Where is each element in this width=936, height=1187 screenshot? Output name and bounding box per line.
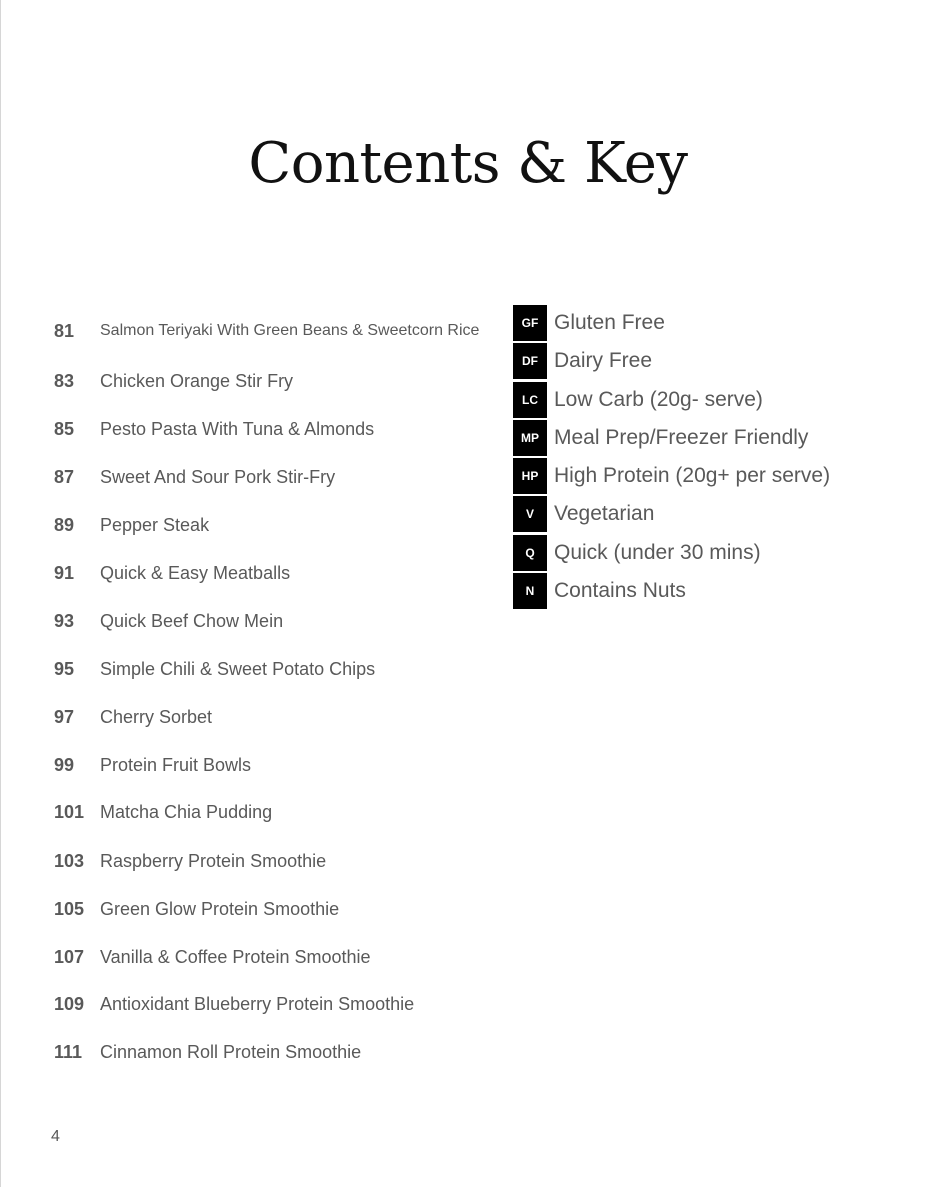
entry-recipe-name: Pepper Steak (100, 515, 210, 535)
key-item-meal-prep (513, 420, 830, 456)
contents-entry (54, 514, 484, 536)
contents-entry (54, 312, 484, 350)
entry-recipe-name: Antioxidant Blueberry Protein Smoothie (100, 994, 415, 1014)
entry-page-number: 103 (54, 850, 85, 871)
key-badge: GF (513, 305, 547, 341)
entry-page-number: 105 (54, 898, 85, 919)
key-item-quick (513, 535, 830, 571)
entry-recipe-name: Vanilla & Coffee Protein Smoothie (100, 947, 371, 967)
key-badge: N (513, 573, 547, 609)
entry-recipe-name: Sweet And Sour Pork Stir-Fry (100, 467, 336, 487)
key-legend (513, 305, 830, 611)
contents-entry (54, 370, 484, 392)
key-badge: LC (513, 382, 547, 418)
entry-page-number: 81 (54, 320, 75, 341)
key-label: Low Carb (20g- serve) (554, 387, 763, 411)
key-label: High Protein (20g+ per serve) (554, 464, 831, 488)
entry-recipe-name: Simple Chili & Sweet Potato Chips (100, 659, 376, 679)
entry-recipe-name: Pesto Pasta With Tuna & Almonds (100, 419, 375, 439)
entry-page-number: 109 (54, 993, 85, 1014)
key-badge: DF (513, 343, 547, 379)
entry-recipe-name: Salmon Teriyaki With Green Beans & Sweetcorn Rice (100, 322, 480, 339)
entry-page-number: 83 (54, 370, 75, 391)
contents-entry (54, 706, 484, 728)
contents-entry (54, 993, 484, 1015)
entry-recipe-name: Quick Beef Chow Mein (100, 611, 284, 631)
contents-entry (54, 658, 484, 680)
key-item-low-carb (513, 382, 830, 418)
entry-page-number: 99 (54, 754, 75, 775)
contents-entry (54, 418, 484, 440)
entry-page-number: 95 (54, 658, 75, 679)
contents-entry (54, 1041, 484, 1063)
entry-recipe-name: Raspberry Protein Smoothie (100, 851, 327, 871)
entry-recipe-name: Cherry Sorbet (100, 707, 213, 727)
key-item-vegetarian (513, 496, 830, 532)
entry-page-number: 91 (54, 562, 75, 583)
entry-recipe-name: Chicken Orange Stir Fry (100, 371, 294, 391)
key-badge: V (513, 496, 547, 532)
entry-recipe-name: Protein Fruit Bowls (100, 755, 252, 775)
key-label: Meal Prep/Freezer Friendly (554, 425, 809, 449)
entry-page-number: 101 (54, 801, 85, 822)
key-label: Dairy Free (554, 349, 653, 373)
key-label: Quick (under 30 mins) (554, 540, 761, 564)
entry-recipe-name: Cinnamon Roll Protein Smoothie (100, 1042, 362, 1062)
entry-page-number: 111 (54, 1041, 83, 1062)
key-badge: MP (513, 420, 547, 456)
contents-entry (54, 466, 484, 488)
entry-page-number: 93 (54, 610, 75, 631)
entry-page-number: 107 (54, 946, 85, 967)
key-label: Contains Nuts (554, 579, 686, 603)
entry-page-number: 97 (54, 706, 75, 727)
contents-entry (54, 898, 484, 920)
entry-page-number: 89 (54, 514, 75, 535)
entry-recipe-name: Green Glow Protein Smoothie (100, 899, 340, 919)
key-badge: HP (513, 458, 547, 494)
contents-entry (54, 562, 484, 584)
key-item-high-protein (513, 458, 830, 494)
contents-entry (54, 850, 484, 872)
contents-entry (54, 754, 484, 776)
entry-recipe-name: Matcha Chia Pudding (100, 802, 273, 822)
key-item-gluten-free (513, 305, 830, 341)
contents-entry (54, 610, 484, 632)
key-item-dairy-free (513, 343, 830, 379)
page-title: Contents & Key (248, 131, 688, 196)
contents-entry (54, 801, 484, 823)
entry-page-number: 85 (54, 418, 75, 439)
key-label: Gluten Free (554, 311, 665, 334)
entry-page-number: 87 (54, 466, 75, 487)
contents-entry (54, 946, 484, 968)
entry-recipe-name: Quick & Easy Meatballs (100, 563, 291, 583)
key-badge: Q (513, 535, 547, 571)
key-item-contains-nuts (513, 573, 830, 609)
page-number: 4 (51, 1128, 60, 1145)
key-label: Vegetarian (554, 502, 655, 526)
